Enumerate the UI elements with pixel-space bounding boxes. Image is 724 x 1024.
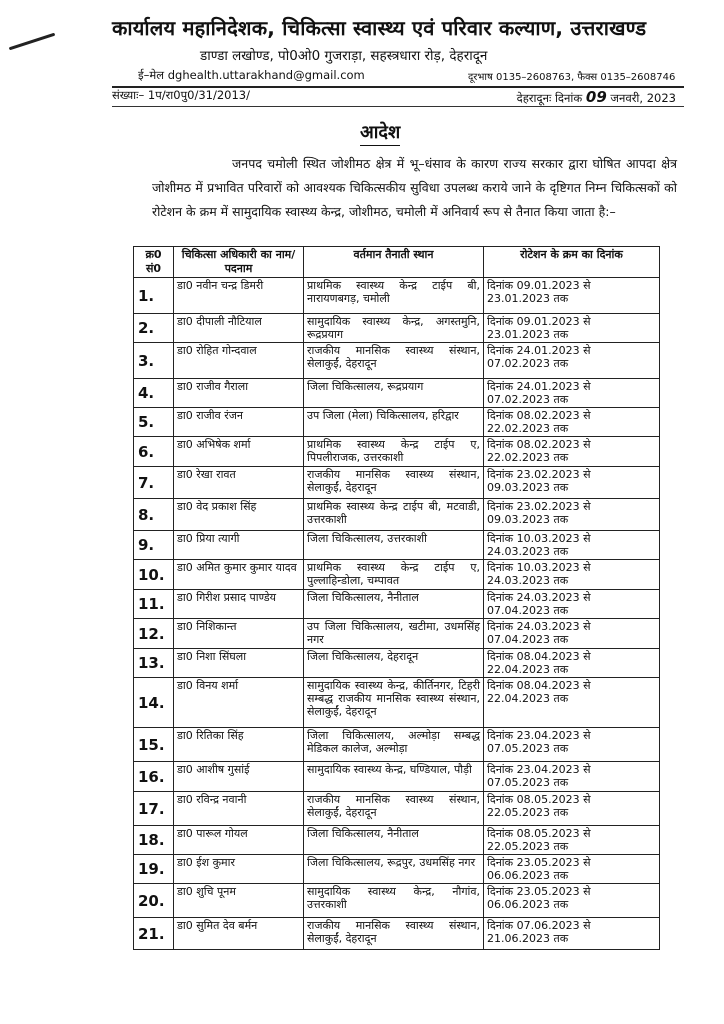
table-row [134,590,660,619]
rotation-date-cell: दिनांक 23.04.2023 से 07.05.2023 तक [484,728,660,762]
location-cell: जिला चिकित्सालय, अल्मोड़ा सम्बद्ध मेडिकल कालेज, अल्मोड़ा [304,728,484,762]
rotation-date-cell: दिनांक 10.03.2023 से 24.03.2023 तक [484,560,660,590]
order-title: आदेश [360,120,400,146]
table-row [134,884,660,918]
officer-name-cell: डा0 प्रिया त्यागी [174,531,304,560]
location-cell: प्राथमिक स्वास्थ्य केन्द्र टाईप ए, पुल्लाहिन्डोला, चम्पावत [304,560,484,590]
header-dates: रोटेशन के क्रम का दिनांक [484,247,660,278]
table-row [134,467,660,499]
location-cell: राजकीय मानसिक स्वास्थ्य संस्थान, सेलाकुईं, देहरादून [304,343,484,379]
officer-name-cell: डा0 ईश कुमार [174,855,304,884]
rotation-date-cell: दिनांक 23.04.2023 से 07.05.2023 तक [484,762,660,792]
table-header-row [134,247,660,278]
location-cell: सामुदायिक स्वास्थ्य केन्द्र, घण्डियाल, पौड़ी [304,762,484,792]
serial-cell: 2. [134,314,174,343]
table-row [134,855,660,884]
contact-row [138,68,698,86]
location-cell: राजकीय मानसिक स्वास्थ्य संस्थान, सेलाकुईं, देहरादून [304,918,484,950]
rotation-date-cell: दिनांक 23.05.2023 से 06.06.2023 तक [484,884,660,918]
officer-name-cell: डा0 गिरीश प्रसाद पाण्डेय [174,590,304,619]
phone-fax-text: दूरभाष 0135–2608763, फैक्स 0135–2608746 [468,72,676,83]
serial-cell: 19. [134,855,174,884]
table-row [134,762,660,792]
officer-name-cell: डा0 विनय शर्मा [174,678,304,728]
serial-cell: 13. [134,649,174,678]
location-cell: जिला चिकित्सालय, नैनीताल [304,590,484,619]
serial-cell: 6. [134,437,174,467]
location-cell: जिला चिकित्सालय, नैनीताल [304,826,484,855]
rotation-date-cell: दिनांक 08.05.2023 से 22.05.2023 तक [484,826,660,855]
rotation-date-cell: दिनांक 08.04.2023 से 22.04.2023 तक [484,649,660,678]
rotation-date-cell: दिनांक 23.02.2023 से 09.03.2023 तक [484,467,660,499]
officer-name-cell: डा0 सुमित देव बर्मन [174,918,304,950]
officer-name-cell: डा0 रितिका सिंह [174,728,304,762]
order-body: जनपद चमोली स्थित जोशीमठ क्षेत्र में भू–धंसाव के कारण राज्य सरकार द्वारा घोषित आपदा क्षेत्र जोशीमठ में प्रभावित परिवारों को आवश्यक चिकित्सकीय सुविधा उपलब्ध कराये जाने के दृष्टिगत निम्न चिकित्सकों को रोटेशन के क्रम में सामुदायिक स्वास्थ्य केन्द्र, जोशीमठ, चमोली में अनिवार्य रूप से तैनात किया जाता है:– [152,156,677,219]
rotation-date-cell: दिनांक 10.03.2023 से 24.03.2023 तक [484,531,660,560]
serial-cell: 7. [134,467,174,499]
date-day-handwritten: 09 [585,88,607,106]
officer-name-cell: डा0 शुचि पूनम [174,884,304,918]
officer-name-cell: डा0 आशीष गुसांई [174,762,304,792]
table-row [134,619,660,649]
table-row [134,437,660,467]
serial-cell: 17. [134,792,174,826]
serial-cell: 8. [134,499,174,531]
location-cell: प्राथमिक स्वास्थ्य केन्द्र टाईप ए, पिपलीराजक, उत्तरकाशी [304,437,484,467]
serial-cell: 16. [134,762,174,792]
reference-date [517,88,676,106]
reference-divider [112,106,684,107]
rotation-date-cell: दिनांक 24.03.2023 से 07.04.2023 तक [484,590,660,619]
header-location: वर्तमान तैनाती स्थान [304,247,484,278]
rotation-date-cell: दिनांक 08.05.2023 से 22.05.2023 तक [484,792,660,826]
serial-cell: 11. [134,590,174,619]
officer-name-cell: डा0 रविन्द्र नवानी [174,792,304,826]
location-cell: प्राथमिक स्वास्थ्य केन्द्र टाईप बी, मटवाडी, उत्तरकाशी [304,499,484,531]
serial-cell: 15. [134,728,174,762]
officer-name-cell: डा0 अभिषेक शर्मा [174,437,304,467]
rotation-date-cell: दिनांक 09.01.2023 से 23.01.2023 तक [484,278,660,314]
table-body [134,278,660,950]
serial-cell: 3. [134,343,174,379]
table-row [134,408,660,437]
location-cell: राजकीय मानसिक स्वास्थ्य संस्थान, सेलाकुईं, देहरादून [304,467,484,499]
serial-cell: 20. [134,884,174,918]
rotation-date-cell: दिनांक 23.05.2023 से 06.06.2023 तक [484,855,660,884]
header-serial: क्र0 सं0 [134,247,174,278]
rotation-date-cell: दिनांक 08.02.2023 से 22.02.2023 तक [484,437,660,467]
table-row [134,678,660,728]
pen-mark [9,33,56,51]
serial-cell: 4. [134,379,174,408]
table-row [134,278,660,314]
officer-name-cell: डा0 रोहित गोन्दवाल [174,343,304,379]
header-officer: चिकित्सा अधिकारी का नाम/पदनाम [174,247,304,278]
location-cell: जिला चिकित्सालय, रूद्रपुर, उधमसिंह नगर [304,855,484,884]
officer-name-cell: डा0 अमित कुमार कुमार यादव [174,560,304,590]
location-cell: सामुदायिक स्वास्थ्य केन्द्र, कीर्तिनगर, टिहरी सम्बद्ध राजकीय मानसिक स्वास्थ्य संस्थान, सेलाकुईं, देहरादून [304,678,484,728]
rotation-date-cell: दिनांक 23.02.2023 से 09.03.2023 तक [484,499,660,531]
location-cell: जिला चिकित्सालय, देहरादून [304,649,484,678]
serial-cell: 18. [134,826,174,855]
location-cell: उप जिला चिकित्सालय, खटीमा, उधमसिंह नगर [304,619,484,649]
officer-name-cell: डा0 पारूल गोयल [174,826,304,855]
location-cell: जिला चिकित्सालय, उत्तरकाशी [304,531,484,560]
table-row [134,649,660,678]
location-cell: सामुदायिक स्वास्थ्य केन्द्र, नौगांव, उत्तरकाशी [304,884,484,918]
date-suffix: जनवरी, 2023 [610,91,676,105]
office-address: डाण्डा लखोण्ड, पो0ओ0 गुजराड़ा, सहस्त्रधारा रोड़, देहरादून [200,48,488,64]
location-cell: प्राथमिक स्वास्थ्य केन्द्र टाईप बी, नारायणबगड़, चमोली [304,278,484,314]
officer-name-cell: डा0 राजीव गैराला [174,379,304,408]
table-row [134,314,660,343]
serial-cell: 21. [134,918,174,950]
reference-number: संख्याः– 1प/रा0पु0/31/2013/ [112,88,250,102]
serial-cell: 5. [134,408,174,437]
rotation-date-cell: दिनांक 24.01.2023 से 07.02.2023 तक [484,343,660,379]
table-row [134,343,660,379]
serial-cell: 9. [134,531,174,560]
location-cell: जिला चिकित्सालय, रूद्रप्रयाग [304,379,484,408]
officer-name-cell: डा0 निशा सिंघला [174,649,304,678]
table-row [134,918,660,950]
date-prefix: देहरादूनः दिनांक [516,91,583,105]
rotation-date-cell: दिनांक 24.03.2023 से 07.04.2023 तक [484,619,660,649]
email-text: ई–मेल dghealth.uttarakhand@gmail.com [138,68,365,82]
table-row [134,560,660,590]
officer-name-cell: डा0 राजीव रंजन [174,408,304,437]
serial-cell: 10. [134,560,174,590]
serial-cell: 14. [134,678,174,728]
serial-cell: 12. [134,619,174,649]
rotation-date-cell: दिनांक 08.04.2023 से 22.04.2023 तक [484,678,660,728]
officer-name-cell: डा0 निशिकान्त [174,619,304,649]
serial-cell: 1. [134,278,174,314]
rotation-table [133,246,660,950]
location-cell: उप जिला (मेला) चिकित्सालय, हरिद्वार [304,408,484,437]
location-cell: राजकीय मानसिक स्वास्थ्य संस्थान, सेलाकुईं, देहरादून [304,792,484,826]
rotation-date-cell: दिनांक 08.02.2023 से 22.02.2023 तक [484,408,660,437]
table-row [134,531,660,560]
reference-row [112,88,684,106]
location-cell: सामुदायिक स्वास्थ्य केन्द्र, अगस्तमुनि, रूद्रप्रयाग [304,314,484,343]
table-row [134,792,660,826]
table-row [134,826,660,855]
officer-name-cell: डा0 वेद प्रकाश सिंह [174,499,304,531]
office-title: कार्यालय महानिदेशक, चिकित्सा स्वास्थ्य एवं परिवार कल्याण, उत्तराखण्ड [112,16,647,40]
table-row [134,499,660,531]
table-row [134,379,660,408]
officer-name-cell: डा0 दीपाली नौटियाल [174,314,304,343]
rotation-date-cell: दिनांक 07.06.2023 से 21.06.2023 तक [484,918,660,950]
officer-name-cell: डा0 नवीन चन्द्र डिमरी [174,278,304,314]
table-row [134,728,660,762]
rotation-date-cell: दिनांक 24.01.2023 से 07.02.2023 तक [484,379,660,408]
officer-name-cell: डा0 रेखा रावत [174,467,304,499]
rotation-date-cell: दिनांक 09.01.2023 से 23.01.2023 तक [484,314,660,343]
